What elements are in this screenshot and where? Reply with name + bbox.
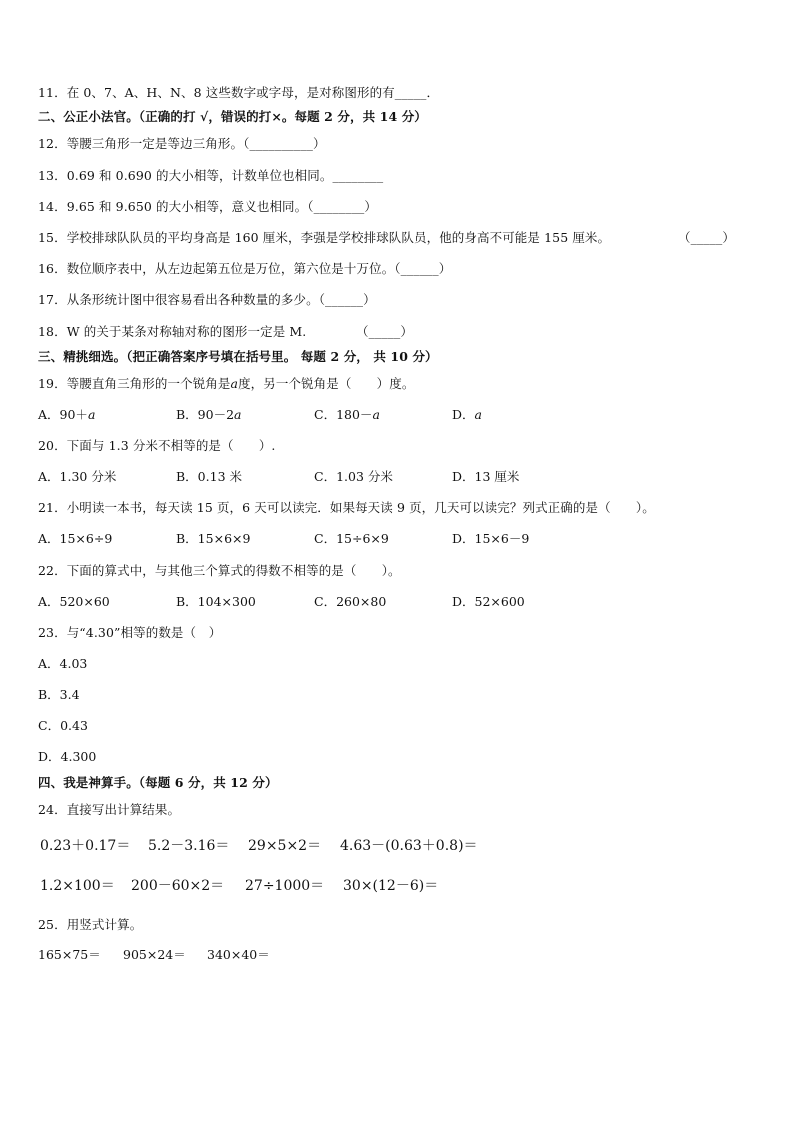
q20-option-b: B．0.13 米 <box>176 469 242 484</box>
q22-option-b: B．104×300 <box>176 594 256 609</box>
q24-expr-6: 200－60×2＝ <box>131 878 225 894</box>
q25-item-2: 905×24＝ <box>123 947 186 962</box>
question-15: 15．学校排球队队员的平均身高是 160 厘米，李强是学校排球队队员，他的身高不可能是 155 厘米。 <box>38 230 611 245</box>
q21-option-b: B．15×6×9 <box>176 531 251 546</box>
q21-option-d: D．15×6－9 <box>452 531 530 546</box>
q19-option-d: D．a <box>452 407 482 422</box>
q21-option-c: C．15÷6×9 <box>314 531 389 546</box>
question-14: 14．9.65 和 9.650 的大小相等，意义也相同。（________） <box>38 199 377 214</box>
question-18-blank: （_____） <box>356 324 413 339</box>
q23-option-a: A．4.03 <box>38 656 88 671</box>
q22-option-a: A．520×60 <box>38 594 110 609</box>
q24-expr-3: 29×5×2＝ <box>248 838 322 854</box>
question-15-blank: （_____） <box>678 230 735 245</box>
q20-option-c: C．1.03 分米 <box>314 469 393 484</box>
question-20: 20．下面与 1.3 分米不相等的是（ ）. <box>38 438 276 453</box>
q24-expr-4: 4.63－(0.63＋0.8)＝ <box>340 838 478 854</box>
q20-option-a: A．1.30 分米 <box>38 469 117 484</box>
question-19-variable: a <box>230 376 239 391</box>
section-2-heading: 二、公正小法官。（正确的打 √，错误的打×。每题 2 分，共 14 分） <box>38 109 427 124</box>
q19-option-a: A．90＋a <box>38 407 96 422</box>
q24-expr-1: 0.23＋0.17＝ <box>40 838 131 854</box>
question-19-text-a: 19．等腰直角三角形的一个锐角是 <box>38 376 231 391</box>
question-17: 17．从条形统计图中很容易看出各种数量的多少。（______） <box>38 292 376 307</box>
q23-option-d: D．4.300 <box>38 749 97 764</box>
q23-option-b: B．3.4 <box>38 687 80 702</box>
question-25: 25．用竖式计算。 <box>38 917 143 932</box>
q25-item-3: 340×40＝ <box>207 947 270 962</box>
q22-option-c: C．260×80 <box>314 594 387 609</box>
q21-option-a: A．15×6÷9 <box>38 531 113 546</box>
q22-option-d: D．52×600 <box>452 594 525 609</box>
q20-option-d: D．13 厘米 <box>452 469 520 484</box>
q24-expr-7: 27÷1000＝ <box>245 878 325 894</box>
q23-option-c: C．0.43 <box>38 718 88 733</box>
question-11: 11．在 0、7、A、H、N、8 这些数字或字母，是对称图形的有_____． <box>38 85 440 100</box>
q19-option-b: B．90－2a <box>176 407 242 422</box>
q19-option-c: C．180－a <box>314 407 380 422</box>
question-18: 18．W 的关于某条对称轴对称的图形一定是 M. <box>38 324 307 339</box>
question-21: 21．小明读一本书，每天读 15 页，6 天可以读完．如果每天读 9 页，几天可以读完？列式正确的是（ ）。 <box>38 500 655 515</box>
question-22: 22．下面的算式中，与其他三个算式的得数不相等的是（ ）。 <box>38 563 401 578</box>
question-13: 13．0.69 和 0.690 的大小相等，计数单位也相同。________ <box>38 168 384 183</box>
q25-item-1: 165×75＝ <box>38 947 101 962</box>
question-23: 23．与“4.30”相等的数是（ ） <box>38 625 222 640</box>
question-12: 12．等腰三角形一定是等边三角形。（__________） <box>38 136 326 151</box>
section-3-heading: 三、精挑细选。（把正确答案序号填在括号里。 每题 2 分， 共 10 分） <box>38 349 438 364</box>
q24-expr-5: 1.2×100＝ <box>40 878 115 894</box>
question-24: 24．直接写出计算结果。 <box>38 802 181 817</box>
q24-expr-8: 30×(12－6)＝ <box>343 878 439 894</box>
question-16: 16．数位顺序表中，从左边起第五位是万位，第六位是十万位。（______） <box>38 261 452 276</box>
question-19-text-b: 度，另一个锐角是（ ）度。 <box>238 376 415 391</box>
section-4-heading: 四、我是神算手。（每题 6 分，共 12 分） <box>38 775 278 790</box>
q24-expr-2: 5.2－3.16＝ <box>148 838 230 854</box>
question-19 <box>38 376 414 392</box>
